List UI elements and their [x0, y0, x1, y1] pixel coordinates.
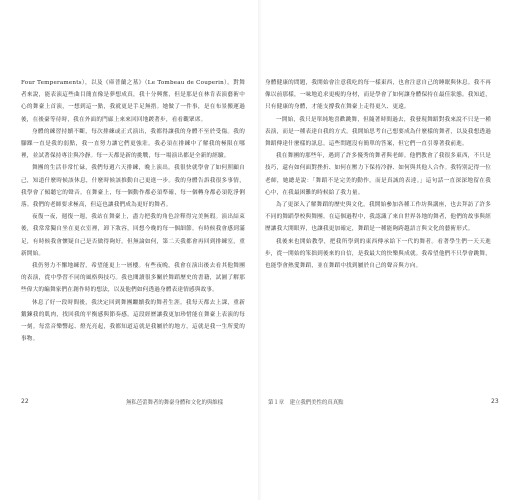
- paragraph: 舞團的生活非常忙碌，我們每週六天排練，晚上演出。我很快就學會了如何照顧自己，知道什麼時候該休息，什麼時候該推動自己更進一步。我的身體告訴我很多事情，我學會了傾聽它的聲音。在舞臺上，每一個動作都必須準確，每一個轉身都必須乾淨俐落。我們的老師要求極高，但這也讓我們成為更好的舞者。: [21, 165, 245, 209]
- running-head: 無私芭蕾舞者的舞臺身體和文化的與維樣: [126, 400, 224, 406]
- page-number: 23: [491, 398, 499, 405]
- paragraph: 一開始，我只是單純地喜歡跳舞，但隨著時間過去，我發現舞蹈對我來說不只是一種表演，而是一種表達自我的方式。我開始思考自己想要成為什麼樣的舞者，以及我想透過舞蹈傳達什麼樣的訊息。這些問題沒有簡單的答案，但它們一直引導著我前進。: [265, 116, 491, 148]
- paragraph: 為了更深入了解舞蹈的歷史與文化，我開始參加各種工作坊與講座，也去拜訪了許多不同的舞蹈學校與舞團。在這個過程中，我認識了來自世界各地的舞者，他們的故事與經歷讓我大開眼界，也讓我更加確定，舞蹈是一種能夠跨越語言與文化的藝術形式。: [265, 202, 491, 233]
- paragraph: 我仍努力不懈地練習，希望能更上一層樓。有些夜晚，我會在演出後去看其他舞團的表演，從中學習不同的風格與技巧。我也閱讀很多關於舞蹈歷史的書籍，試圖了解那些偉大的編舞家們在創作時的想法，以及他們如何透過身體表達情感與故事。: [21, 263, 245, 294]
- right-page: [260, 0, 520, 500]
- paragraph: 夜復一夜，週復一週，我站在舞臺上，盡力把我的角色詮釋得完美無瑕。演出結束後，我常常獨自坐在更衣室裡，卸下妝容，回想今晚的每一個細節。有時候我會感到滿足，有時候我會懷疑自己是否做得夠好。但無論如何，第二天我都會再回到排練室，重新開始。: [21, 214, 245, 257]
- paragraph: 我在舞團的那些年，遇到了許多優秀的舞者與老師。他們教會了我很多東西，不只是技巧，還有如何面對挫折、如何在壓力下保持冷靜、如何與其他人合作。我特別記得一位老師，她總是說：「舞蹈不是完美的動作，而是真誠的表達。」這句話一直深深地留在我心中，在我最困難的時候給了我力量。: [265, 153, 491, 196]
- running-head: 第１章 建立我們美性的真真點: [268, 400, 344, 406]
- paragraph: 休息了好一段時間後，我決定回到舞團繼續我的舞者生涯。我每天都去上課，重新鍛鍊我的肌肉，找回我的平衡感與節奏感。這段經歷讓我更加珍惜能在舞臺上表演的每一刻。每當音樂響起、燈光亮起，我都知道這就是我屬於的地方，這就是我一生所愛的事物。: [21, 299, 245, 343]
- paragraph: 我後來也開始教學，把我所學到的東西傳承給下一代的舞者。看著學生們一天天進步，從一開始的笨拙到後來的自信，是我最大的快樂與成就。我希望他們不只學會跳舞，也能學會熱愛舞蹈，並在舞蹈中找到屬於自己的聲音與方向。: [265, 238, 491, 270]
- right-page-body: [265, 77, 491, 272]
- paragraph: 身體健康的問題，我開始會注意我吃的每一樣東西，也會注意自己的睡眠與休息。我不再像以前那樣，一味地追求更瘦的身材，而是學會了如何讓身體保持在最佳狀態。我知道，只有健康的身體，才能支撐我在舞臺上走得更久、更遠。: [265, 80, 491, 111]
- page-number: 22: [21, 398, 29, 405]
- left-page-body: [21, 77, 245, 345]
- paragraph: Four Temperaments），以及《庫普蘭之墓》（Le Tombeau de Couperin）。對舞者來說，能表演這些曲目簡直像是夢想成真，我十分興奮，但是那是在林肯表演藝術中心的舞臺上首演，一想到這一點，我就更是手足無措。她做了一件事，是在布景搬運過後，在後臺等待時，我在外面的門廊上來來回回地踱著步，看看觀眾席。: [21, 80, 245, 123]
- paragraph: 身體的練習持續不斷，每次排練或正式演出，我都得讓我的身體不至於受傷。我的腳踝一直是我的弱點，我一直努力讓它們更強壯。我必須在排練中了解我的極限在哪裡，並試著保持專注與冷靜。每一天都是新的挑戰，每一場演出都是全新的經驗。: [21, 128, 245, 160]
